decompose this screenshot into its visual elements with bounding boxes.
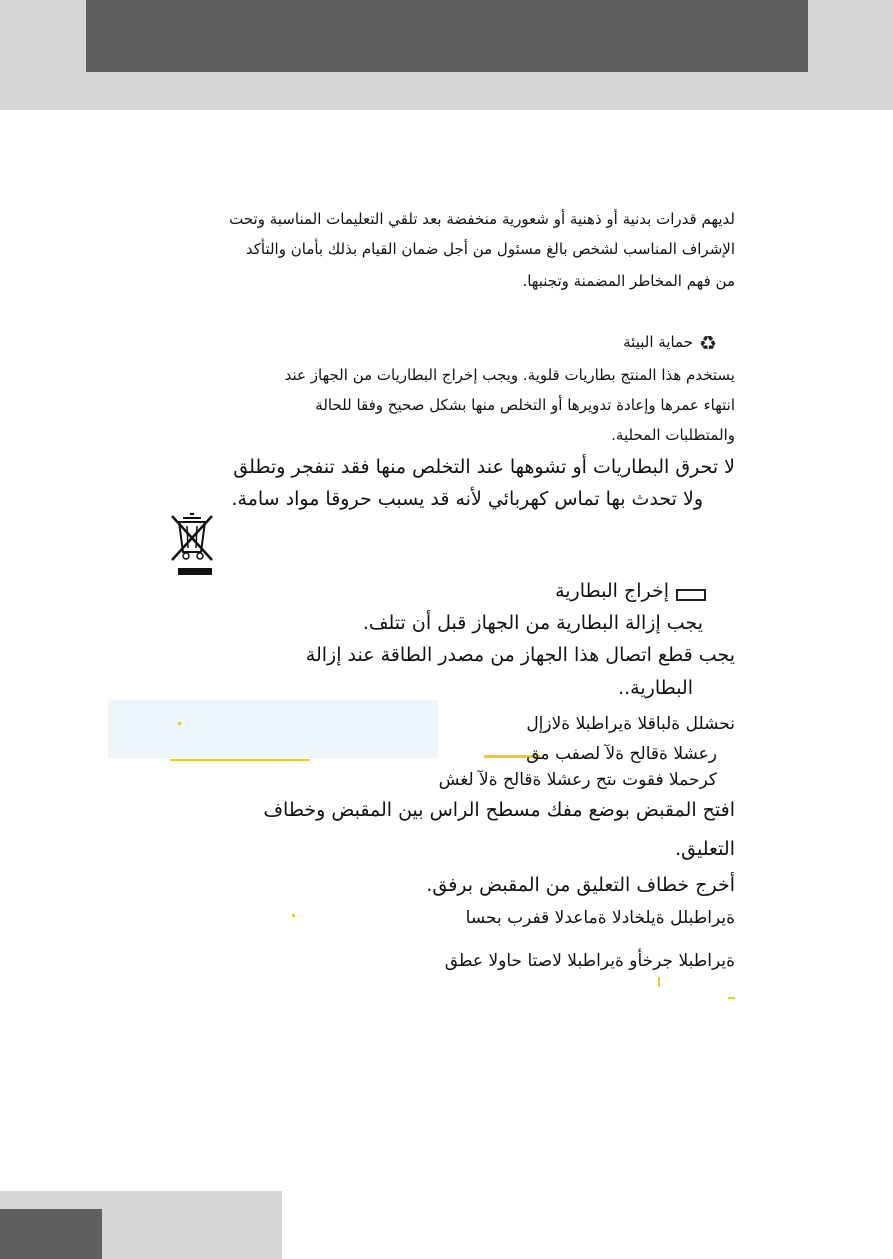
recycle-icon: ♻ (699, 331, 717, 355)
battery-icon (676, 589, 706, 601)
paragraph1-line2: الإشراف المناسب لشخص بالغ مسئول من أجل ضمان القيام بذلك بأمان والتأكد (245, 240, 735, 258)
garbled-line1: نحشلل ةلباقلا ةيراطبلا ةلازإل (526, 714, 735, 734)
steps-line2: التعليق. (675, 838, 735, 860)
steps-line3: أخرج خطاف التعليق من المقبض برفق. (426, 874, 735, 896)
environment-line3: والمتطلبات المحلية. (611, 426, 735, 444)
environment-heading: حماية البيئة (623, 333, 693, 351)
yellow-mark (292, 914, 295, 917)
garbled-line3: كرحملا فقوت ىتح رعشلا ةقالح ةلآ لغش (438, 770, 717, 790)
footer-tab (0, 1209, 102, 1259)
environment-line1: يستخدم هذا المنتج بطاريات قلوية. ويجب إخراج البطاريات من الجهاز عند (284, 366, 735, 384)
paragraph1-line1: لديهم قدرات بدنية أو ذهنية أو شعورية منخفضة بعد تلقي التعليمات المناسبة وتحت (229, 210, 735, 228)
paragraph1-line3: من فهم المخاطر المضمنة وتجنبها. (522, 272, 735, 290)
yellow-mark (728, 997, 735, 999)
crossed-bin-icon (168, 512, 216, 580)
header-bar (86, 0, 808, 72)
battery-line2: يجب قطع اتصال هذا الجهاز من مصدر الطاقة عند إزالة (305, 644, 735, 666)
garbled-line2: رعشلا ةقالح ةلآ لصفب مق (526, 744, 717, 764)
battery-heading: إخراج البطارية (555, 580, 669, 602)
battery-line3: البطارية.. (618, 677, 693, 699)
garbled2-line1: ةيراطبلل ةيلخادلا ةماعدلا قفرب بحسا (465, 908, 735, 928)
garbled2-line2: ةيراطبلا جرخأو ةيراطبلا لاصتا حاولا عطق (444, 951, 735, 971)
steps-line1: افتح المقبض بوضع مفك مسطح الراس بين المقبض وخطاف (263, 799, 735, 821)
warning-line1: لا تحرق البطاريات أو تشوهها عند التخلص منها فقد تنفجر وتطلق (233, 456, 735, 478)
yellow-mark (170, 759, 310, 761)
battery-line1: يجب إزالة البطارية من الجهاز قبل أن تتلف. (362, 612, 703, 634)
yellow-mark (178, 722, 181, 725)
environment-line2: انتهاء عمرها وإعادة تدويرها أو التخلص منها بشكل صحيح وفقا للحالة (315, 396, 735, 414)
warning-line2: ولا تحدث بها تماس كهربائي لأنه قد يسبب حروقا مواد سامة. (231, 488, 703, 510)
faint-highlight (108, 700, 438, 758)
yellow-mark (658, 977, 660, 987)
